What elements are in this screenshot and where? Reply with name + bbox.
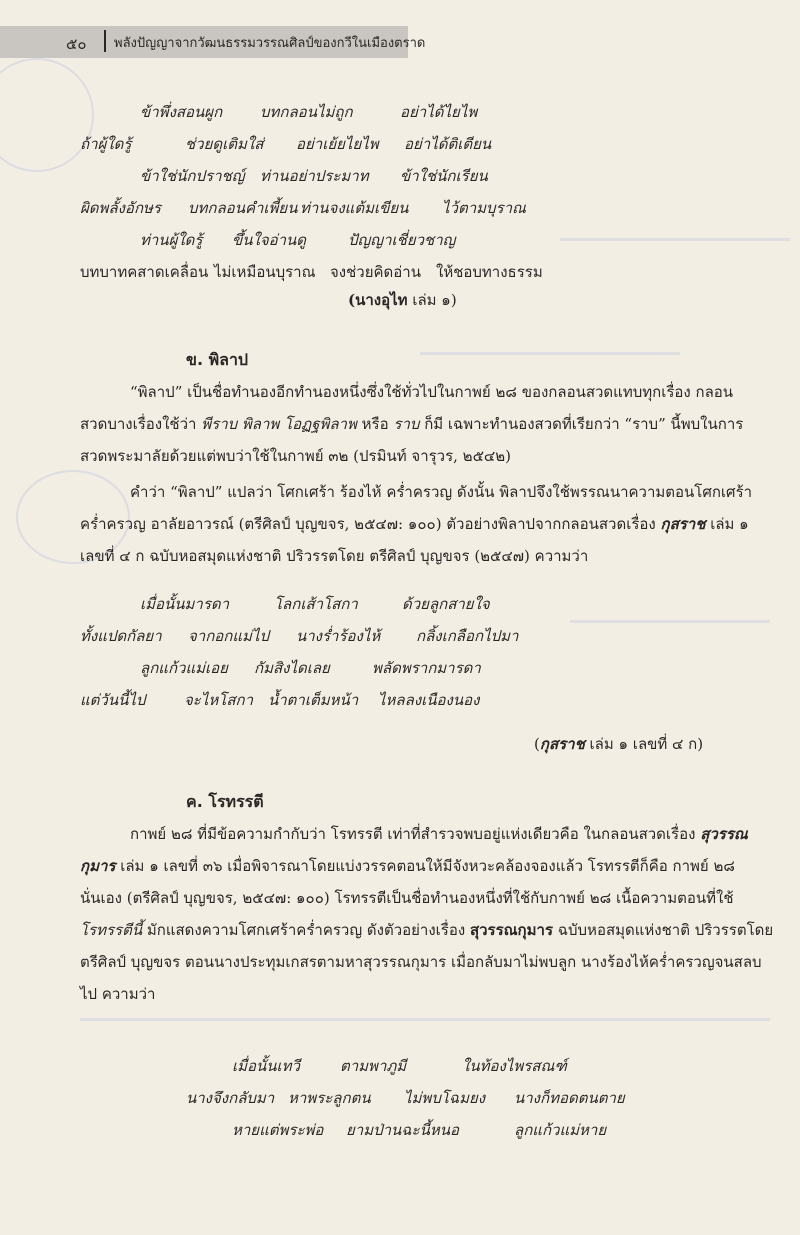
citation-detail: เล่ม ๑) — [412, 291, 457, 309]
citation — [534, 734, 703, 754]
paragraph-text: สวดบางเรื่องใช้ว่า — [80, 415, 197, 433]
paragraph-line: นั่นเอง (ตรีศิลป์ บุญขจร, ๒๕๔๗: ๑๐๐) โรทรรตีเป็นชื่อทำนองหนึ่งที่ใช้กับกาพย์ ๒๘ เนื้อความตอนที่ใช้ — [80, 889, 734, 907]
paragraph-text: ฉบับหอสมุดแห่งชาติ ปริวรรตโดย — [557, 921, 774, 939]
citation-source: (นางอุไท — [348, 291, 408, 309]
poem-segment: ลูกแก้วแม่หาย — [514, 1121, 607, 1139]
poem-segment: หายแต่พระพ่อ — [232, 1121, 324, 1139]
poem-segment: ปัญญาเชี่ยวชาญ — [348, 231, 456, 249]
emphasis-text: พีราบ พิลาพ โอฏฐพิลาพ — [201, 415, 357, 433]
poem-segment: ท่านจงแต้มเขียน — [300, 199, 409, 217]
paragraph-text: เล่ม ๑ — [710, 515, 749, 533]
paragraph-line: สวดพระมาลัยด้วยแต่พบว่าใช้ในกาพย์ ๓๒ (ปรมินท์ จารุวร, ๒๕๔๒) — [80, 447, 512, 465]
paragraph-text: ก็มี เฉพาะทำนองสวดที่เรียกว่า “ราบ” นี้พบในการ — [424, 415, 744, 433]
poem-segment: ท่านผู้ใดรู้ — [140, 231, 203, 249]
poem-segment: อย่าเย้ยไยไพ — [296, 135, 379, 153]
poem-segment: ข้าใช่นักปราชญ์ — [140, 167, 245, 185]
emphasis-text: สุวรรณ — [700, 825, 748, 843]
poem-segment: หาพระลูกตน — [288, 1089, 371, 1107]
citation — [348, 290, 457, 310]
poem-segment: เมื่อนั้นเทวี — [232, 1057, 300, 1075]
poem-segment: ข้าพึ่งสอนผูก — [140, 103, 223, 121]
poem-segment: จากอกแม่ไป — [188, 627, 270, 645]
poem-segment: เมื่อนั้นมารดา — [140, 595, 230, 613]
citation-open: ( — [534, 735, 540, 753]
poem-segment: น้ำตาเต็มหน้า — [268, 691, 359, 709]
citation-detail: เล่ม ๑ เลขที่ ๔ ก) — [589, 735, 704, 753]
emphasis-text: สุวรรณกุมาร — [469, 921, 554, 939]
bleed-through-line — [80, 1018, 770, 1021]
paragraph-text: กาพย์ ๒๘ ที่มีข้อความกำกับว่า โรทรรตี เท่าที่สำรวจพบอยู่แห่งเดียวคือ ในกลอนสวดเรื่อง — [130, 825, 696, 843]
citation-title: กุสราช — [539, 735, 585, 753]
section-heading: ข. พิลาป — [186, 350, 249, 369]
poem-segment: บทกลอนไม่ถูก — [260, 103, 353, 121]
poem-segment: ขึ้นใจอ่านดู — [232, 231, 307, 249]
poem-segment: กัมสิงไดเลย — [254, 659, 330, 677]
poem-segment: ยามป่านฉะนี้หนอ — [346, 1121, 459, 1139]
running-title: พลังปัญญาจากวัฒนธรรมวรรณศิลป์ของกวีในเมืองตราด — [114, 36, 426, 51]
paragraph-text: คร่ำครวญ อาลัยอาวรณ์ (ตรีศิลป์ บุญขจร, ๒๕๔๗: ๑๐๐) ตัวอย่างพิลาปจากกลอนสวดเรื่อง — [80, 515, 656, 533]
poem-segment: จะไหโสกา — [184, 691, 253, 709]
poem-segment: ลูกแก้วแม่เอย — [140, 659, 228, 677]
poem-segment: บทบาทคสาดเคลื่อน — [80, 263, 209, 281]
poem-segment: ไม่เหมือนบุราณ — [214, 263, 316, 281]
poem-segment: แต่วันนี้ไป — [80, 691, 146, 709]
header-separator — [104, 30, 106, 52]
paragraph-line: คำว่า “พิลาป” แปลว่า โศกเศร้า ร้องไห้ คร่ำครวญ ดังนั้น พิลาปจึงใช้พรรณนาความตอนโศกเศร้า — [130, 483, 753, 501]
poem-segment: ทั้งแปดกัลยา — [80, 627, 162, 645]
paragraph-text: หรือ — [361, 415, 389, 433]
poem-segment: ตามพาภูมี — [340, 1057, 407, 1075]
poem-segment: ท่านอย่าประมาท — [260, 167, 369, 185]
paragraph-line — [80, 514, 749, 534]
paragraph-line — [130, 824, 748, 844]
poem-segment: ถ้าผู้ใดรู้ — [80, 135, 132, 153]
paragraph-line: ตรีศิลป์ บุญขจร ตอนนางประทุมเกสรตามหาสุวรรณกุมาร เมื่อกลับมาไม่พบลูก นางร้องไห้คร่ำครวญจนสลบ — [80, 953, 762, 971]
poem-segment: บทกลอนคำเพี้ยน — [188, 199, 298, 217]
paragraph-line: เลขที่ ๔ ก ฉบับหอสมุดแห่งชาติ ปริวรรตโดย ตรีศิลป์ บุญขจร (๒๕๔๗) ความว่า — [80, 547, 589, 565]
poem-segment: ให้ชอบทางธรรม — [436, 263, 543, 281]
emphasis-text: กุมาร — [80, 857, 116, 875]
poem-segment: อย่าได้ไยไพ — [400, 103, 478, 121]
poem-segment: ด้วยลูกสายใจ — [402, 595, 490, 613]
paragraph-line: ไป ความว่า — [80, 985, 156, 1003]
emphasis-text: โรทรรตีนี้ — [80, 921, 143, 939]
poem-segment: กลิ้งเกลือกไปมา — [416, 627, 519, 645]
paragraph-line — [80, 856, 735, 876]
paragraph-line — [80, 920, 773, 940]
poem-segment: โลกเส้าโสกา — [274, 595, 358, 613]
poem-segment: นางก็ทอดตนตาย — [514, 1089, 625, 1107]
poem-segment: นางร่ำร้องไห้ — [296, 627, 381, 645]
paragraph-line — [80, 414, 743, 434]
bleed-through-line — [560, 238, 790, 241]
page-number: ๕๐ — [66, 35, 87, 53]
bleed-through-line — [570, 620, 770, 623]
poem-segment: พลัดพรากมารดา — [372, 659, 481, 677]
poem-segment: ไว้ตามบุราณ — [442, 199, 526, 217]
poem-segment: ในท้องไพรสณฑ์ — [462, 1057, 567, 1075]
section-heading: ค. โรทรรตี — [186, 792, 264, 811]
poem-segment: ไม่พบโฉมยง — [404, 1089, 486, 1107]
poem-segment: นางจึงกลับมา — [186, 1089, 275, 1107]
poem-segment: ช่วยดูเติมใส่ — [185, 135, 264, 153]
poem-segment: ผิดพลั้งอักษร — [80, 199, 161, 217]
poem-segment: ไหลลงเนืองนอง — [378, 691, 480, 709]
paragraph-text: มักแสดงความโศกเศร้าคร่ำครวญ ดังตัวอย่างเรื่อง — [146, 921, 466, 939]
poem-segment: จงช่วยคิดอ่าน — [330, 263, 421, 281]
emphasis-text: ราบ — [393, 415, 420, 433]
emphasis-text: กุสราช — [660, 515, 706, 533]
paragraph-line: “พิลาป” เป็นชื่อทำนองอีกทำนองหนึ่งซึ่งใช้ทั่วไปในกาพย์ ๒๘ ของกลอนสวดแทบทุกเรื่อง กลอน — [130, 383, 734, 401]
bleed-through-line — [420, 352, 680, 355]
poem-segment: อย่าได้ติเตียน — [404, 135, 492, 153]
paragraph-text: เล่ม ๑ เลขที่ ๓๖ เมื่อพิจารณาโดยแบ่งวรรคตอนให้มีจังหวะคล้องจองแล้ว โรทรรตีก็คือ กาพย์ ๒๘ — [120, 857, 735, 875]
poem-segment: ข้าใช่นักเรียน — [400, 167, 488, 185]
